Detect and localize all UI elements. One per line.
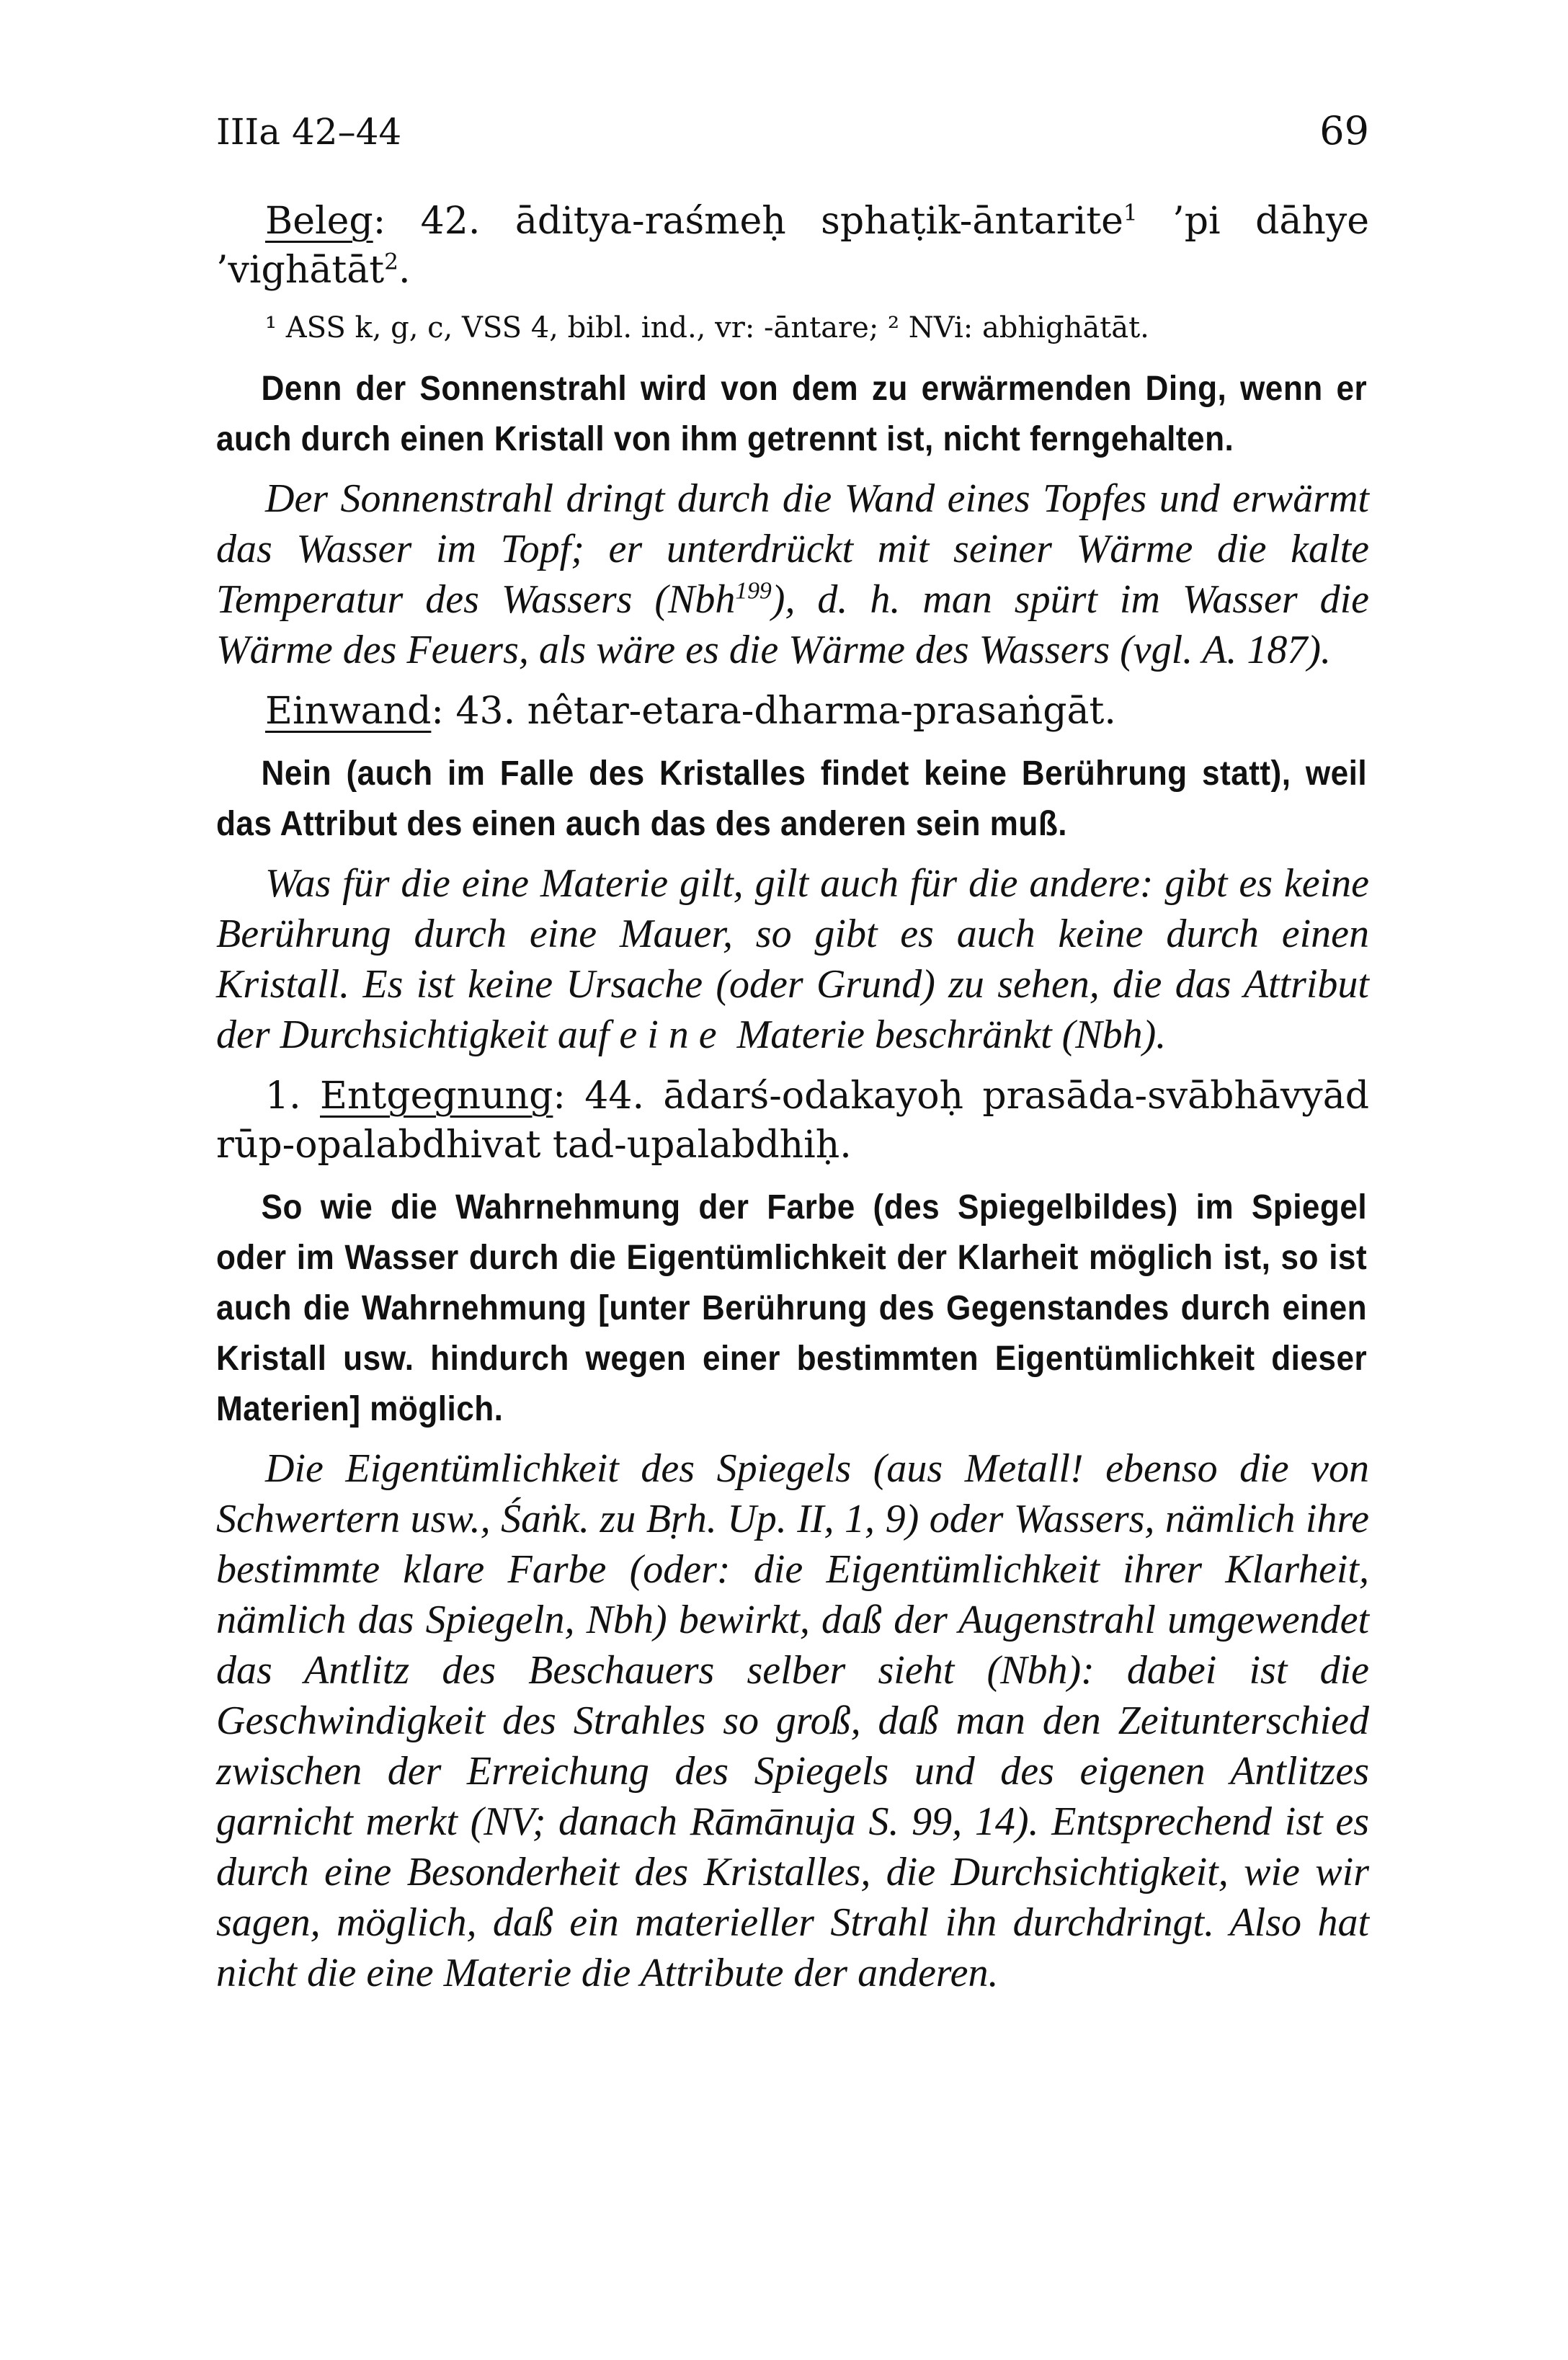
label-colon: :	[431, 690, 444, 733]
commentary-42	[216, 473, 1369, 675]
footnote-ref-1: 1	[1123, 200, 1138, 226]
sutra-42-text-2: ’pi dāhye ’vighātāt	[216, 200, 1370, 292]
translation-44: So wie die Wahrnehmung der Farbe (des Spiegelbildes) im Spiegel oder im Wasser durch die Eigentümlichkeit der Klarheit möglich ist, so ist auch die Wahrnehmung [unter Berührung des Gegenstandes durch einen Kristall usw. hindurch wegen einer bestimmten Eigentümlichkeit dieser Materien] möglich.	[216, 1188, 1368, 1428]
beleg-label: Beleg	[265, 200, 373, 243]
translation-43: Nein (auch im Falle des Kristalles findet keine Berührung statt), weil das Attribut des einen auch das des anderen sein muß.	[216, 754, 1368, 843]
commentary-44: Die Eigentümlichkeit des Spiegels (aus Metall! ebenso die von Schwertern usw., Śaṅk. zu Bṛh. Up. II, 1, 9) oder Wassers, nämlich ihre bestimmte klare Farbe (oder: die Eigentümlichkeit ihrer Klarheit, nämlich das Spiegeln, Nbh) bewirkt, daß der Augenstrahl umgewendet das Antlitz des Beschauers selber sieht (Nbh): dabei ist die Geschwindigkeit des Strahles so groß, daß man den Zeitunterschied zwischen der Erreichung des Spiegels und des eigenen Antlitzes garnicht merkt (NV; danach Rāmānuja S. 99, 14). Entsprechend ist es durch eine Besonderheit des Kristalles, die Durchsichtigkeit, wie wir sagen, möglich, daß ein materieller Strahl ihn durchdringt. Also hat nicht die eine Materie die Attribute der anderen.	[216, 1446, 1369, 1995]
sutra-44-text: 44. ādarś-odakayoḥ prasāda-svābhāvyād rūp-opalabdhivat tad-upalabdhiḥ.	[216, 1074, 1369, 1167]
sutra-44-prefix: 1.	[265, 1074, 320, 1118]
einwand-label: Einwand	[265, 690, 432, 733]
commentary-43-emphasis: eine	[619, 1012, 727, 1057]
commentary-43-b: Materie beschränkt (Nbh).	[726, 1012, 1167, 1057]
sutra-44	[216, 1072, 1369, 1170]
sutra-42-end: .	[398, 249, 411, 292]
page-header	[216, 108, 1369, 153]
commentary-43	[216, 858, 1369, 1060]
sutra-42	[216, 197, 1369, 295]
label-colon: :	[553, 1074, 566, 1118]
sutra-43-text: 43. nêtar-etara-dharma-prasaṅgāt.	[443, 690, 1116, 733]
commentary-43-a: Was für die eine Materie gilt, gilt auch für die andere: gibt es keine Berührung durch eine Mauer, so gibt es auch keine durch einen Kristall. Es ist keine Ursache (oder Grund) zu sehen, die das Attribut der Durchsichtigkeit auf	[216, 861, 1369, 1057]
page-number: 69	[1319, 108, 1369, 153]
entgegnung-label: Entgegnung	[319, 1074, 553, 1118]
commentary-42-a: Der Sonnenstrahl dringt durch die Wand eines Topfes und erwärmt das Wasser im Topf; er unterdrückt mit seiner Wärme die kalte Temperatur des Wassers (Nbh	[216, 476, 1369, 622]
commentary-42-sup: 199	[735, 577, 772, 605]
sutra-43	[216, 687, 1369, 736]
sutra-42-text: 42. āditya-raśmeḥ sphaṭik-āntarite	[386, 200, 1123, 243]
page	[216, 108, 1369, 2010]
commentary-42-b: ), d. h. man spürt im Wasser die Wärme des Feuers, als wäre es die Wärme des Wassers (vgl. A. 187).	[216, 577, 1370, 672]
label-colon: :	[373, 200, 386, 243]
running-title: IIIa 42–44	[216, 111, 402, 153]
footnote-ref-2: 2	[384, 249, 398, 275]
footnote-42: ¹ ASS k, g, c, VSS 4, bibl. ind., vr: -āntare; ² NVi: abhighātāt.	[265, 311, 1149, 344]
translation-42: Denn der Sonnenstrahl wird von dem zu erwärmenden Ding, wenn er auch durch einen Kristall von ihm getrennt ist, nicht ferngehalten.	[216, 370, 1368, 458]
